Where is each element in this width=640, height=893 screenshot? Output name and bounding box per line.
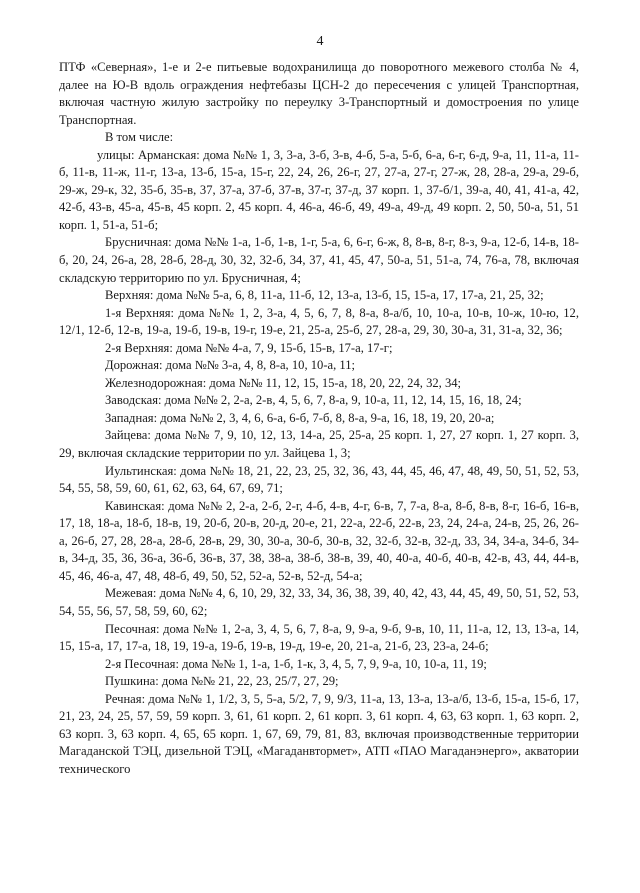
paragraph-street-armanskaya: улицы: Арманская: дома №№ 1, 3, 3-а, 3-б, 3-в, 4-б, 5-а, 5-б, 6-а, 6-г, 6-д, 9-а, 11, 11-а, 11-б, 11-в, 11-ж, 11-г, 13-а, 13-б, 15-а, 15-г, 22, 24, 26, 26-г, 27, 27-а, 27-г, 27-ж, 28, 28-а, 29-а, 29-б, 29-ж, 29-к, 32, 35-б, 35-в, 37, 37-а, 37-б, 37-в, 37-г, 37-д, 37 корп. 1, 37-б/1, 39-а, 40, 41, 41-а, 42, 42-б, 43-в, 45-а, 45-в, 45 корп. 2, 45 корп. 4, 46-а, 46-б, 49, 49-а, 49-д, 49 корп. 2, 50, 50-а, 51, 51 корп. 1, 51-а, 51-б;: [59, 147, 579, 232]
paragraph-street-2-verkhnyaya: 2-я Верхняя: дома №№ 4-а, 7, 9, 15-б, 15-в, 17-а, 17-г;: [105, 340, 393, 355]
paragraph-street-dorozhnaya: Дорожная: дома №№ 3-а, 4, 8, 8-а, 10, 10-а, 11;: [105, 358, 356, 373]
paragraph-street-mezhevaya: Межевая: дома №№ 4, 6, 10, 29, 32, 33, 34, 36, 38, 39, 40, 42, 43, 44, 45, 49, 50, 51, 52, 53, 54, 55, 56, 57, 58, 59, 60, 62;: [59, 586, 579, 618]
paragraph-street-iultinskaya: Иультинская: дома №№ 18, 21, 22, 23, 25, 32, 36, 43, 44, 45, 46, 47, 48, 49, 50, 51, 52, 53, 54, 55, 58, 59, 60, 61, 62, 63, 64, 67, 69, 71;: [59, 463, 579, 496]
paragraph-street-pesochnaya: Песочная: дома №№ 1, 2-а, 3, 4, 5, 6, 7, 8-а, 9, 9-а, 9-б, 9-в, 10, 11, 11-а, 12, 13, 13-а, 14, 15, 15-а, 17, 17-а, 18, 19, 19-а, 19-б, 19-в, 19-д, 19-е, 20, 21-а, 21-б, 23, 23-а, 24-б;: [59, 621, 579, 654]
paragraph-street-zapadnaya: Западная: дома №№ 2, 3, 4, 6, 6-а, 6-б, 7-б, 8, 8-а, 9-а, 16, 18, 19, 20, 20-а;: [105, 410, 495, 425]
paragraph-including: В том числе:: [105, 130, 174, 145]
paragraph-street-1-verkhnyaya: 1-я Верхняя: дома №№ 1, 2, 3-а, 4, 5, 6, 7, 8, 8-а, 8-а/б, 10, 10-а, 10-в, 10-ж, 10-ю, 12, 12/1, 12-б, 12-в, 19-а, 19-б, 19-в, 19-г, 19-е, 21, 25-а, 25-б, 27, 28-а, 29, 30, 30-а, 31, 31-а, 32, 36;: [59, 305, 579, 338]
paragraph-street-pushkina: Пушкина: дома №№ 21, 22, 23, 25/7, 27, 29;: [105, 674, 339, 689]
paragraph-street-zheleznodorozhnaya: Железнодорожная: дома №№ 11, 12, 15, 15-а, 18, 20, 22, 24, 32, 34;: [105, 375, 462, 390]
paragraph-street-kavinskaya: Кавинская: дома №№ 2, 2-а, 2-б, 2-г, 4-б, 4-в, 4-г, 6-в, 7, 7-а, 8-а, 8-б, 8-в, 8-г, 16-б, 16-в, 17, 18, 18-а, 18-б, 18-в, 19, 20-б, 20-в, 20-д, 20-е, 21, 22-а, 22-б, 22-в, 23, 24, 24-а, 24-в, 25, 26, 26-а, 26-б, 27, 28, 28-а, 28-б, 28-в, 29, 30, 30-а, 30-б, 30-в, 32, 32-б, 32-в, 32-д, 33, 34, 34-а, 34-б, 34-в, 34-д, 35, 36, 36-а, 36-б, 36-в, 37, 38, 38-а, 38-б, 38-в, 39, 40, 40-а, 40-б, 40-в, 42-в, 43, 44, 44-в, 45, 46, 46-а, 47, 48, 48-б, 49, 50, 52, 52-а, 52-в, 52-д, 54-а;: [59, 498, 579, 583]
paragraph-street-zaytseva: Зайцева: дома №№ 7, 9, 10, 12, 13, 14-а, 25, 25-а, 25 корп. 1, 27, 27 корп. 1, 27 корп. 3, 29, включая складские территории по ул. Зайцева 1, 3;: [59, 428, 579, 461]
document-body: [59, 59, 579, 778]
paragraph-boundary: ПТФ «Северная», 1-е и 2-е питьевые водохранилища до поворотного межевого столба № 4, далее на Ю-В вдоль ограждения нефтебазы ЦСН-2 до пересечения с улицей Транспортная, включая частную жилую застройку по переулку 3-Транспортный и домостроения по улице Транспортная.: [59, 60, 579, 127]
paragraph-street-2-pesochnaya: 2-я Песочная: дома №№ 1, 1-а, 1-б, 1-к, 3, 4, 5, 7, 9, 9-а, 10, 10-а, 11, 19;: [105, 656, 487, 671]
paragraph-street-verkhnyaya: Верхняя: дома №№ 5-а, 6, 8, 11-а, 11-б, 12, 13-а, 13-б, 15, 15-а, 17, 17-а, 21, 25, 32;: [105, 288, 544, 303]
paragraph-street-brusnichnaya: Брусничная: дома №№ 1-а, 1-б, 1-в, 1-г, 5-а, 6, 6-г, 6-ж, 8, 8-в, 8-г, 8-з, 9-а, 12-б, 14-в, 18-б, 20, 24, 26-а, 28, 28-б, 28-д, 30, 32, 32-б, 34, 37, 41, 45, 47, 50-а, 51, 51-а, 74, 76-а, 78, включая складскую территорию по ул. Брусничная, 4;: [59, 235, 579, 285]
paragraph-street-zavodskaya: Заводская: дома №№ 2, 2-а, 2-в, 4, 5, 6, 7, 8-а, 9, 10-а, 11, 12, 14, 15, 16, 18, 24;: [105, 393, 522, 408]
page-number: 4: [316, 34, 324, 49]
paragraph-street-rechnaya: Речная: дома №№ 1, 1/2, 3, 5, 5-а, 5/2, 7, 9, 9/3, 11-а, 13, 13-а, 13-а/б, 13-б, 15-а, 15-б, 17, 21, 23, 24, 25, 57, 59, 59 корп. 3, 61, 61 корп. 2, 61 корп. 3, 61 корп. 4, 63, 63 корп. 1, 63 корп. 2, 63 корп. 3, 63 корп. 4, 65, 65 корп. 1, 67, 69, 79, 81, 83, включая производственные территории Магаданской ТЭЦ, дизельной ТЭЦ, «Магаданвтормет», АТП «ПАО Магаданэнерго», акватории технического: [59, 691, 579, 776]
